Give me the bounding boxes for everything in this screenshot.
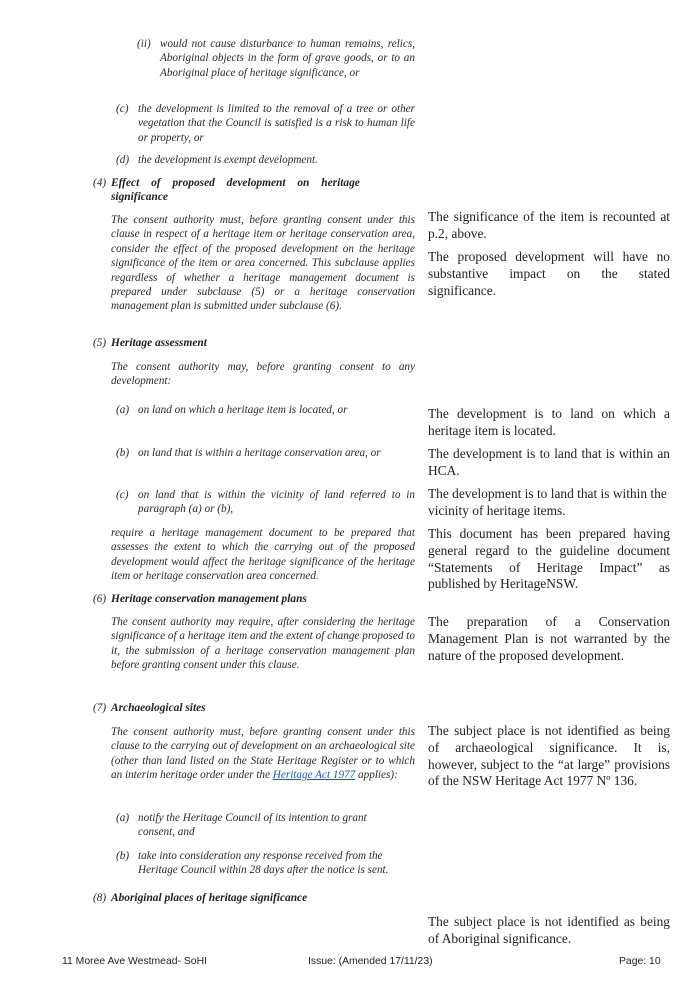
section-6-number: (6) — [93, 593, 107, 605]
footer-issue: Issue: (Amended 17/11/23) — [308, 956, 433, 967]
item-5b-text: on land that is within a heritage conservation area, or — [138, 447, 381, 459]
section-8-heading: Aboriginal places of heritage significance — [111, 892, 308, 904]
item-d-label: (d) — [116, 154, 130, 166]
item-ii-label: (ii) — [137, 38, 151, 50]
item-5c-label: (c) — [116, 489, 129, 501]
response-significance: The significance of the item is recounted at p.2, above. — [428, 209, 670, 241]
footer-address: 11 Moree Ave Westmead- SoHI — [62, 956, 207, 967]
item-c-text: the development is limited to the removal of a tree or other vegetation that the Council is satisfied is a risk to human life or property, or — [138, 103, 415, 144]
section-7-heading: Archaeological sites — [111, 702, 206, 714]
item-5a-text: on land on which a heritage item is located, or — [138, 404, 348, 416]
item-c-label: (c) — [116, 103, 129, 115]
section-5-heading: Heritage assessment — [111, 337, 207, 349]
section-5-tail: require a heritage management document to be prepared that assesses the extent to which the carrying out of the proposed development would affect the heritage significance of the heritage item or heritage conservation area concerned. — [111, 527, 415, 583]
section-4-number: (4) — [93, 177, 107, 189]
footer-page-number: Page: 10 — [619, 956, 661, 967]
section-4-body: The consent authority must, before granting consent under this clause in respect of a heritage item or heritage conservation area, consider the effect of the proposed development on the heritage significance of the item or area concerned. This subclause applies regardless of whether a heritage management document is prepared under subclause (5) or a heritage conservation management plan is submitted under subclause (6). — [111, 214, 415, 313]
item-5b-label: (b) — [116, 447, 130, 459]
section-7-body-pre: The consent authority must, before granting consent under this clause to the carrying out of development on an archaeological site (other than land listed on the State Heritage Register or to which an interim heritage order under the — [111, 726, 415, 782]
item-5c-text: on land that is within the vicinity of land referred to in paragraph (a) or (b), — [138, 489, 415, 516]
section-5-number: (5) — [93, 337, 107, 349]
item-7a-label: (a) — [116, 812, 130, 824]
response-hca: The development is to land that is within an HCA. — [428, 446, 670, 478]
response-impact: The proposed development will have no substantive impact on the stated significance. — [428, 249, 670, 298]
section-7-body-post: applies): — [355, 769, 398, 782]
section-7-body — [111, 725, 415, 783]
section-6-heading: Heritage conservation management plans — [111, 593, 307, 605]
response-heritage-item: The development is to land on which a heritage item is located. — [428, 406, 670, 438]
heritage-act-link[interactable]: Heritage Act 1977 — [272, 769, 356, 782]
item-7b-label: (b) — [116, 850, 130, 862]
item-d-text: the development is exempt development. — [138, 154, 318, 166]
section-4-heading: Effect of proposed development on heritage significance — [111, 177, 360, 204]
section-8-number: (8) — [93, 892, 107, 904]
item-ii-text: would not cause disturbance to human remains, relics, Aboriginal objects in the form of grave goods, or to an Aboriginal place of heritage significance, or — [160, 38, 415, 79]
section-6-body: The consent authority may require, after considering the heritage significance of a heritage item and the extent of change proposed to it, the submission of a heritage conservation management plan before granting consent under this clause. — [111, 616, 415, 672]
item-7b-text: take into consideration any response received from the Heritage Council within 28 days after the notice is sent. — [138, 850, 389, 877]
item-5a-label: (a) — [116, 404, 130, 416]
response-aboriginal: The subject place is not identified as being of Aboriginal significance. — [428, 914, 670, 946]
section-7-number: (7) — [93, 702, 107, 714]
section-5-body: The consent authority may, before granting consent to any development: — [111, 361, 415, 388]
response-document: This document has been prepared having general regard to the guideline document “Statements of Heritage Impact” as published by HeritageNSW. — [428, 526, 670, 592]
response-cmp: The preparation of a Conservation Management Plan is not warranted by the nature of the proposed development. — [428, 614, 670, 663]
response-vicinity: The development is to land that is within the vicinity of heritage items. — [428, 486, 667, 518]
item-7a-text: notify the Heritage Council of its intention to grant consent, and — [138, 812, 367, 839]
response-archaeological: The subject place is not identified as being of archaeological significance. It is, however, subject to the “at large” provisions of the NSW Heritage Act 1977 Nº 136. — [428, 723, 670, 789]
